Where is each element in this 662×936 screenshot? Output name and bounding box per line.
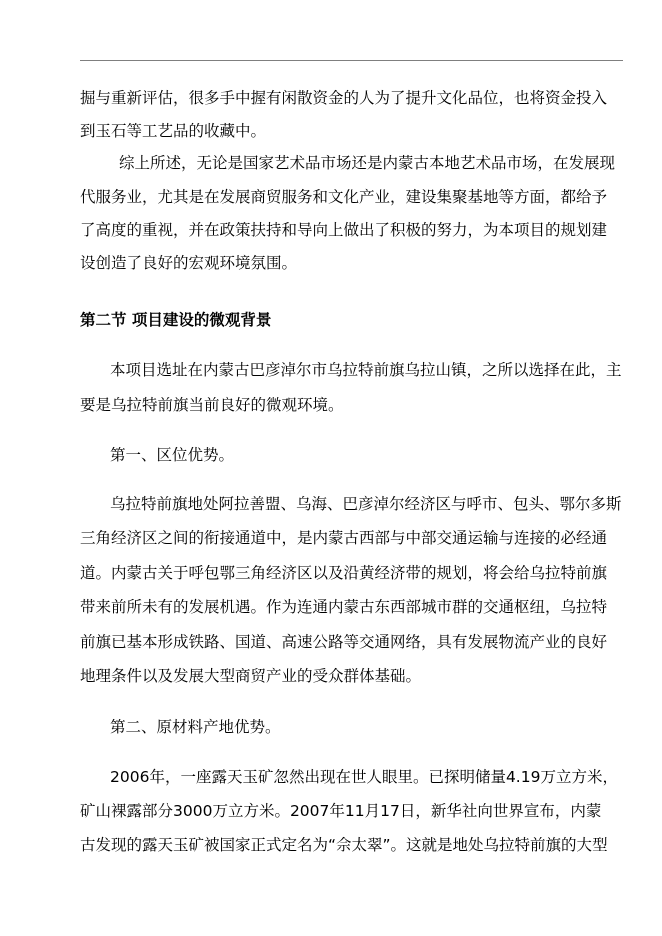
text-line: 要是乌拉特前旗当前良好的微观环境。 — [80, 396, 344, 414]
text-line: 代服务业，尤其是在发展商贸服务和文化产业，建设集聚基地等方面，都给予 — [80, 188, 608, 206]
text-line: 设创造了良好的宏观环境氛围。 — [80, 254, 298, 272]
text-line: 到玉石等工艺品的收藏中。 — [80, 122, 267, 140]
text-line: 了高度的重视，并在政策扶持和导向上做出了积极的努力，为本项目的规划建 — [80, 221, 608, 239]
text-line: 矿山裸露部分3000万立方米。2007年11月17日，新华社向世界宣布，内蒙 — [80, 802, 602, 820]
text-line: 乌拉特前旗地处阿拉善盟、乌海、巴彦淖尔经济区与呼市、包头、鄂尔多斯 — [110, 495, 622, 513]
text-line: 本项目选址在内蒙古巴彦淖尔市乌拉特前旗乌拉山镇，之所以选择在此，主 — [110, 361, 622, 379]
text-line: 综上所述，无论是国家艺术品市场还是内蒙古本地艺术品市场，在发展现 — [119, 154, 616, 172]
subheading-location: 第一、区位优势。 — [110, 446, 235, 464]
text-line: 道。内蒙古关于呼包鄂三角经济区以及沿黄经济带的规划，将会给乌拉特前旗 — [80, 564, 608, 582]
text-line: 前旗已基本形成铁路、国道、高速公路等交通网络，具有发展物流产业的良好 — [80, 633, 608, 651]
text-line: 2006年，一座露天玉矿忽然出现在世人眼里。已探明储量4.19万立方米， — [110, 768, 618, 786]
section-heading: 第二节 项目建设的微观背景 — [80, 311, 272, 329]
text-line: 地理条件以及发展大型商贸产业的受众群体基础。 — [80, 667, 422, 685]
text-line: 三角经济区之间的衔接通道中，是内蒙古西部与中部交通运输与连接的必经通 — [80, 529, 608, 547]
header-rule — [80, 60, 623, 61]
text-line: 古发现的露天玉矿被国家正式定名为“佘太翠”。这就是地处乌拉特前旗的大型 — [80, 836, 608, 854]
subheading-materials: 第二、原材料产地优势。 — [110, 718, 281, 736]
text-line: 带来前所未有的发展机遇。作为连通内蒙古东西部城市群的交通枢纽，乌拉特 — [80, 598, 608, 616]
text-line: 掘与重新评估，很多手中握有闲散资金的人为了提升文化品位，也将资金投入 — [80, 89, 608, 107]
